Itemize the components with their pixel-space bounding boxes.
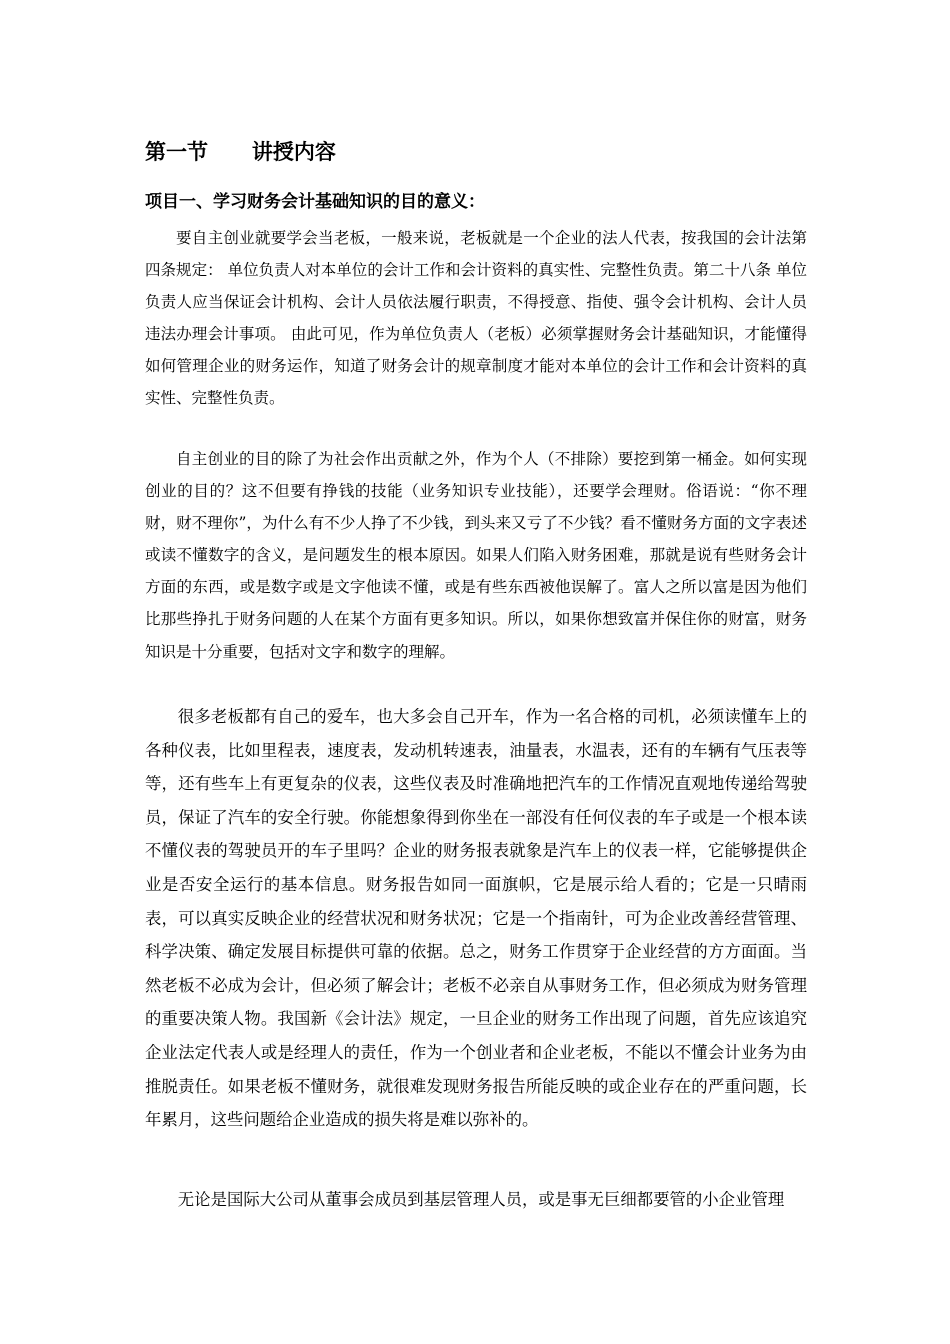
section-title: 第一节 讲授内容 [145,140,336,164]
paragraph-managers: 无论是国际大公司从董事会成员到基层管理人员，或是事无巨细都要管的小企业管理 [177,1190,785,1209]
paragraph-car-dashboard-analogy: 很多老板都有自己的爱车，也大多会自己开车，作为一名合格的司机，必须读懂车上的各种仪表，比如里程表，速度表，发动机转速表，油量表，水温表，还有的车辆有气压表等等，还有些车上有更复杂的仪表，这些仪表及时准确地把汽车的工作情况直观地传递给驾驶员，保证了汽车的安全行驶。你能想象得到你坐在一部没有任何仪表的车子或是一个根本读不懂仪表的驾驶员开的车子里吗？企业的财务报表就象是汽车上的仪表一样，它能够提供企业是否安全运行的基本信息。财务报告如同一面旗帜，它是展示给人看的；它是一只晴雨表，可以真实反映企业的经营状况和财务状况；它是一个指南针，可为企业改善经营管理、科学决策、确定发展目标提供可靠的依据。总之，财务工作贯穿于企业经营的方方面面。当然老板不必成为会计，但必须了解会计；老板不必亲自从事财务工作，但必须成为财务管理的重要决策人物。我国新《会计法》规定，一旦企业的财务工作出现了问题，首先应该追究企业法定代表人或是经理人的责任，作为一个创业者和企业老板，不能以不懂会计业务为由推脱责任。如果老板不懂财务，就很难发现财务报告所能反映的或企业存在的严重问题，长年累月，这些问题给企业造成的损失将是难以弥补的。 [145,707,807,1130]
paragraph-wealth-management: 自主创业的目的除了为社会作出贡献之外，作为个人（不排除）要挖到第一桶金。如何实现创业的目的？这不但要有挣钱的技能（业务知识专业技能），还要学会理财。俗语说：“你不理财，财不理你”，为什么有不少人挣了不少钱，到头来又亏了不少钱？看不懂财务方面的文字表述或读不懂数字的含义，是问题发生的根本原因。如果人们陷入财务困难，那就是说有些财务会计方面的东西，或是数字或是文字他读不懂，或是有些东西被他误解了。富人之所以富是因为他们比那些挣扎于财务问题的人在某个方面有更多知识。所以，如果你想致富并保住你的财富，财务知识是十分重要，包括对文字和数字的理解。 [145,450,807,661]
paragraph-legal-responsibility: 要自主创业就要学会当老板，一般来说，老板就是一个企业的法人代表，按我国的会计法第四条规定： 单位负责人对本单位的会计工作和会计资料的真实性、完整性负责。第二十八条 单位负责人应当保证会计机构、会计人员依法履行职责，不得授意、指使、强令会计机构、会计人员违法办理会计事项。 由此可见，作为单位负责人（老板）必须掌握财务会计基础知识，才能懂得如何管理企业的财务运作，知道了财务会计的规章制度才能对本单位的会计工作和会计资料的真实性、完整性负责。 [145,229,807,408]
project-title: 项目一、学习财务会计基础知识的目的意义： [145,192,485,212]
